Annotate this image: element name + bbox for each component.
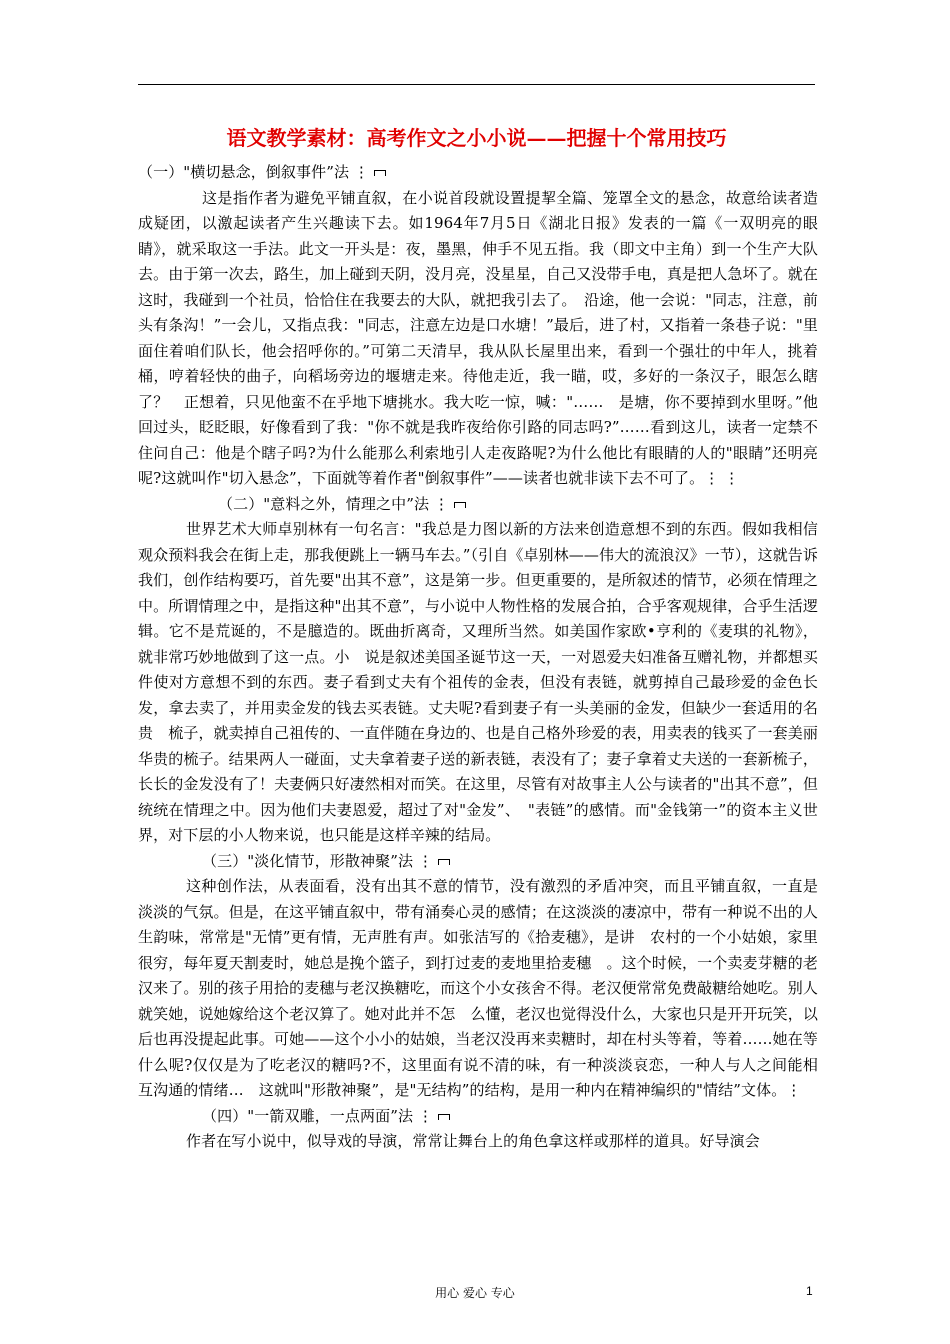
section-body-2: 世界艺术大师卓别林有一句名言："我总是力图以新的方法来创造意想不到的东西。假如我相信观众预料我会在街上走，那我便跳上一辆马车去。”（引自《卓别林——伟大的流浪汉》一节），这就告诉我们，创作结构要巧，首先要"出其不意”，这是第一步。但更重要的，是所叙述的情节，必须在情理之中。所谓情理之中，是指这种"出其不意”，与小说中人物性格的发展合拍，合乎客观规律，合乎生活逻辑。它不是荒诞的，不是臆造的。既曲折离奇，又理所当然。如美国作家欧•亨利的《麦琪的礼物》，就非常巧妙地做到了这一点。小 说是叙述美国圣诞节这一天，一对恩爱夫妇准备互赠礼物，并都想买件使对方意想不到的东西。妻子看到丈夫有个祖传的金表，但没有表链，就剪掉自己最珍爱的金色长发，拿去卖了，并用卖金发的钱去买表链。丈夫呢?看到妻子有一头美丽的金发，但缺少一套适用的名贵 梳子，就卖掉自己祖传的、一直伴随在身边的、也是自己格外珍爱的表，用卖表的钱买了一套美丽华贵的梳子。结果两人一碰面，丈夫拿着妻子送的新表链，表没有了；妻子拿着丈夫送的一套新梳子，长长的金发没有了！夫妻俩只好凄然相对而笑。在这里，尽管有对故事主人公与读者的"出其不意”，但统统在情理之中。因为他们夫妻恩爱，超过了对"金发”、 "表链”的感情。而"金钱第一”的资本主义世界，对下层的小人物来说，也只能是这样辛辣的结局。 [138,520,818,844]
section-body-3: 这种创作法，从表面看，没有出其不意的情节，没有激烈的矛盾冲突，而且平铺直叙，一直是淡淡的气氛。但是，在这平铺直叙中，带有涌奏心灵的感情；在这淡淡的凄凉中，带有一种说不出的人生韵味，常常是"无情”更有情，无声胜有声。如张洁写的《拾麦穗》，是讲 农村的一个小姑娘，家里很穷，每年夏天割麦时，她总是挽个篮子，到打过麦的麦地里拾麦穗 。这个时候，一个卖麦芽糖的老汉来了。别的孩子用拾的麦穗与老汉换糖吃，而这个小女孩舍不得。老汉便常常免费敲糖给她吃。别人就笑她，说她嫁给这个老汉算了。她对此并不怎 么懂，老汉也觉得没什么，大家也只是开开玩笑，以后也再没提起此事。可她——这个小小的姑娘，当老汉没再来卖糖时，却在村头等着，等着……她在等什么呢?仅仅是为了吃老汉的糖吗?不，这里面有说不清的味，有一种淡淡哀恋，一种人与人之间能相互沟通的情绪… 这就叫"形散神聚”，是"无结构”的结构，是用一种内在精神编织的"情结”文体。⋮ [138,877,818,1099]
page-footer: 用心 爱心 专心 [435,1286,515,1300]
page-number: 1 [806,1284,813,1298]
section-body-4: 作者在写小说中，似导戏的导演，常常让舞台上的角色拿这样或那样的道具。好导演会 [186,1132,760,1150]
document-body [138,160,818,1155]
section-heading-4: （四）"一箭双雕，一点两面”法 ⋮ [202,1104,818,1130]
section-body-1: 这是指作者为避免平铺直叙，在小说首段就设置提挈全篇、笼罩全文的悬念，故意给读者造成疑团，以激起读者产生兴趣读下去。如1964年7月5日《湖北日报》发表的一篇《一双明亮的眼睛》，就采取这一手法。此文一开头是：夜，墨黑，伸手不见五指。我（即文中主角）到一个生产大队去。由于第一次去，路生，加上碰到天阴，没月亮，没星星，自己又没带手电，真是把人急坏了。就在这时，我碰到一个社员，恰恰住在我要去的大队，就把我引去了。 沿途，他一会说："同志，注意，前头有条沟！”一会儿，又指点我："同志，注意左边是口水塘！”最后，进了村，又指着一条巷子说："里面住着咱们队长，他会招呼你的。”可第二天清早，我从队长屋里出来，看到一个强壮的中年人，挑着桶，哼着轻快的曲子，向稻场旁边的堰塘走来。待他走近，我一瞄，哎，多好的一条汉子，眼怎么瞎了？ 正想着，只见他蛮不在乎地下塘挑水。我大吃一惊，喊："…… 是塘，你不要掉到水里呀。”他回过头，眨眨眼，好像看到了我："你不就是我昨夜给你引路的同志吗?”……看到这儿，读者一定禁不住问自己：他是个瞎子吗?为什么能那么利索地引人走夜路呢?为什么他比有眼睛的人的"眼睛”还明亮呢?这就叫作"切入悬念”，下面就等着作者"倒叙事件”——读者也就非读下去不可了。⋮ ⋮ [138,188,818,487]
anchor-mark-icon [373,168,387,178]
section-heading-3: （三）"淡化情节，形散神聚”法 ⋮ [202,849,818,875]
section-heading-2: （二）"意料之外，情理之中”法 ⋮ [218,492,818,518]
anchor-mark-icon [437,1112,451,1122]
header-rule [138,84,815,85]
anchor-mark-icon [453,500,467,510]
section-heading-1: （一）"横切悬念，倒叙事件”法 ⋮ [138,160,818,186]
document-title: 语文教学素材：高考作文之小小说——把握十个常用技巧 [226,126,727,150]
anchor-mark-icon [437,857,451,867]
